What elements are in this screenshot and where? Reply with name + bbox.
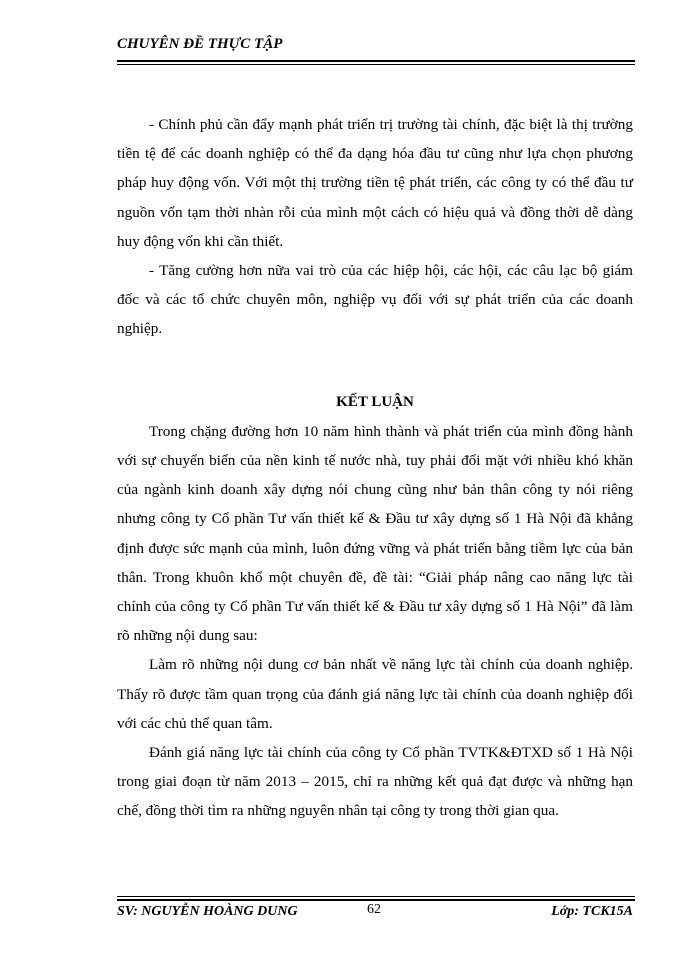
footer-rule-thin <box>117 896 635 897</box>
section-spacer <box>117 344 633 388</box>
header-rule-thin <box>117 64 635 65</box>
recommendation-bullet-1: - Chính phủ cần đẩy mạnh phát triển trị trường tài chính, đặc biệt là thị trường tiền tệ để các doanh nghiệp có thể đa dạng hóa đầu tư cũng như lựa chọn phương pháp huy động vốn. Với một thị trường tiền tệ phát triển, các công ty có thể đầu tư nguồn vốn tạm thời nhàn rỗi của mình một cách có hiệu quả và đồng thời dễ dàng huy động vốn khi cần thiết. <box>117 116 633 250</box>
page-footer <box>117 904 635 924</box>
conclusion-paragraph-3: Đánh giá năng lực tài chính của công ty Cổ phần TVTK&ĐTXD số 1 Hà Nội trong giai đoạn từ năm 2013 – 2015, chỉ ra những kết quả đạt được và những hạn chế, đồng thời tìm ra những nguyên nhân tại công ty trong thời gian qua. <box>117 744 633 820</box>
page-number: 62 <box>367 902 381 917</box>
conclusion-paragraph-2: Làm rõ những nội dung cơ bản nhất về năng lực tài chính của doanh nghiệp. Thấy rõ được tầm quan trọng của đánh giá năng lực tài chính của doanh nghiệp đối với các chủ thể quan tâm. <box>117 656 633 732</box>
header-rule <box>117 60 635 62</box>
class-label: Lớp: TCK15A <box>551 904 633 919</box>
footer-rule <box>117 899 635 901</box>
recommendation-bullet-2: - Tăng cường hơn nữa vai trò của các hiệp hội, các hội, các câu lạc bộ giám đốc và các tổ chức chuyên môn, nghiệp vụ đối với sự phát triển của các doanh nghiệp. <box>117 262 633 338</box>
conclusion-heading: KẾT LUẬN <box>336 393 414 410</box>
conclusion-paragraph-1: Trong chặng đường hơn 10 năm hình thành và phát triển của mình đồng hành với sự chuyển biến của nền kinh tế nước nhà, tuy phải đối mặt với nhiều khó khăn của ngành kinh doanh xây dựng nói chung cũng như bản thân công ty nói riêng nhưng công ty Cổ phần Tư vấn thiết kế & Đầu tư xây dựng số 1 Hà Nội đã khẳng định được sức mạnh của mình, luôn đứng vững và phát triển bằng tiềm lực của bản thân. Trong khuôn khổ một chuyên đề, đề tài: “Giải pháp nâng cao năng lực tài chính của công ty Cổ phần Tư vấn thiết kế & Đầu tư xây dựng số 1 Hà Nội” đã làm rõ những nội dung sau: <box>117 422 633 645</box>
page-content <box>117 110 633 826</box>
header-title: CHUYÊN ĐỀ THỰC TẬP <box>117 36 283 52</box>
student-name: SV: NGUYỄN HOÀNG DUNG <box>117 904 298 919</box>
